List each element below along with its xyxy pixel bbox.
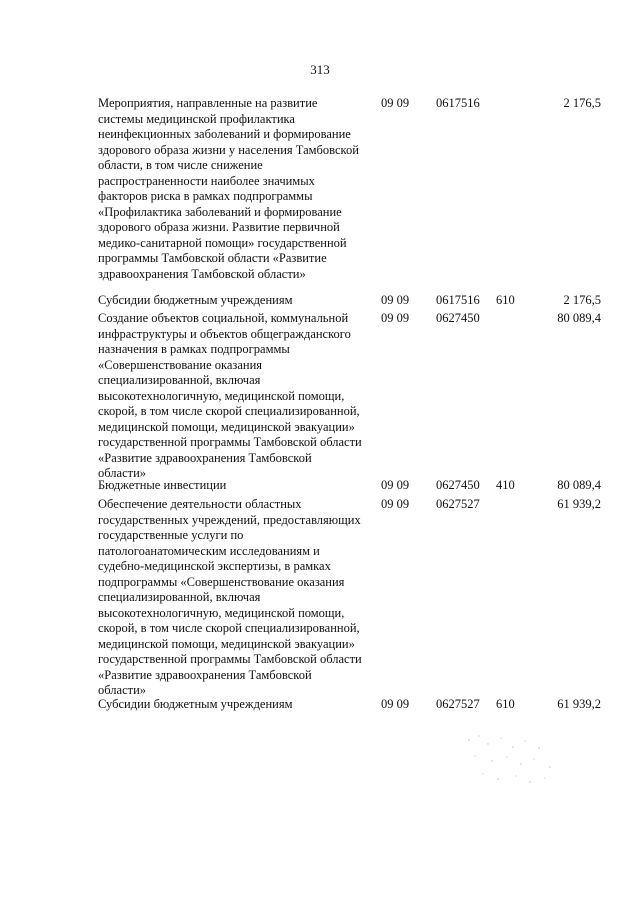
row-section-code: 09 09 bbox=[381, 96, 410, 110]
row-description: Мероприятия, направленные на развитие системы медицинской профилактика неинфекционных заболеваний и формирование здорового образа жизни у населения Тамбовской области, в том числе снижение распространенности наиболее значимых факторов риска в рамках подпрограммы «Профилактика заболеваний и формирование здорового образа жизни. Развитие первичной медико-санитарной помощи» государственной программы Тамбовской области «Развитие здравоохранения Тамбовской области» bbox=[98, 96, 359, 281]
row-section-code: 09 09 bbox=[381, 293, 410, 307]
row-description: Субсидии бюджетным учреждениям bbox=[98, 293, 293, 307]
row-section-code: 09 09 bbox=[381, 497, 410, 511]
row-target-code: 0617516 bbox=[436, 96, 480, 110]
row-amount: 80 089,4 bbox=[557, 478, 601, 492]
row-type-code: 610 bbox=[496, 697, 515, 711]
row-description: Обеспечение деятельности областных государственных учреждений, предоставляющих государственные услуги по патологоанатомическим исследованиям и судебно-медицинской экспертизы, в рамках подпрограммы «Совершенствование оказания специализированной, включая высокотехнологичную, медицинской помощи, скорой, в том числе скорой специализированной, медицинской помощи, медицинской эвакуации» государственной программы Тамбовской области «Развитие здравоохранения Тамбовской области» bbox=[98, 497, 362, 697]
row-target-code: 0627527 bbox=[436, 497, 480, 511]
row-target-code: 0617516 bbox=[436, 293, 480, 307]
row-target-code: 0627450 bbox=[436, 311, 480, 325]
row-description: Создание объектов социальной, коммунальной инфраструктуры и объектов общегражданского назначения в рамках подпрограммы «Совершенствование оказания специализированной, включая высокотехнологичную, медицинской помощи, скорой, в том числе скорой специализированной, медицинской помощи, медицинской эвакуации» государственной программы Тамбовской области «Развитие здравоохранения Тамбовской области» bbox=[98, 311, 362, 480]
row-description: Субсидии бюджетным учреждениям bbox=[98, 697, 293, 711]
row-amount: 80 089,4 bbox=[557, 311, 601, 325]
row-amount: 2 176,5 bbox=[563, 96, 601, 110]
row-section-code: 09 09 bbox=[381, 478, 410, 492]
row-description: Бюджетные инвестиции bbox=[98, 478, 227, 492]
row-section-code: 09 09 bbox=[381, 311, 410, 325]
page-number: 313 bbox=[310, 62, 330, 77]
row-section-code: 09 09 bbox=[381, 697, 410, 711]
row-target-code: 0627527 bbox=[436, 697, 480, 711]
row-amount: 61 939,2 bbox=[557, 497, 601, 511]
scan-noise-specks bbox=[455, 730, 565, 790]
row-type-code: 610 bbox=[496, 293, 515, 307]
row-type-code: 410 bbox=[496, 478, 515, 492]
row-amount: 2 176,5 bbox=[563, 293, 601, 307]
row-amount: 61 939,2 bbox=[557, 697, 601, 711]
row-target-code: 0627450 bbox=[436, 478, 480, 492]
